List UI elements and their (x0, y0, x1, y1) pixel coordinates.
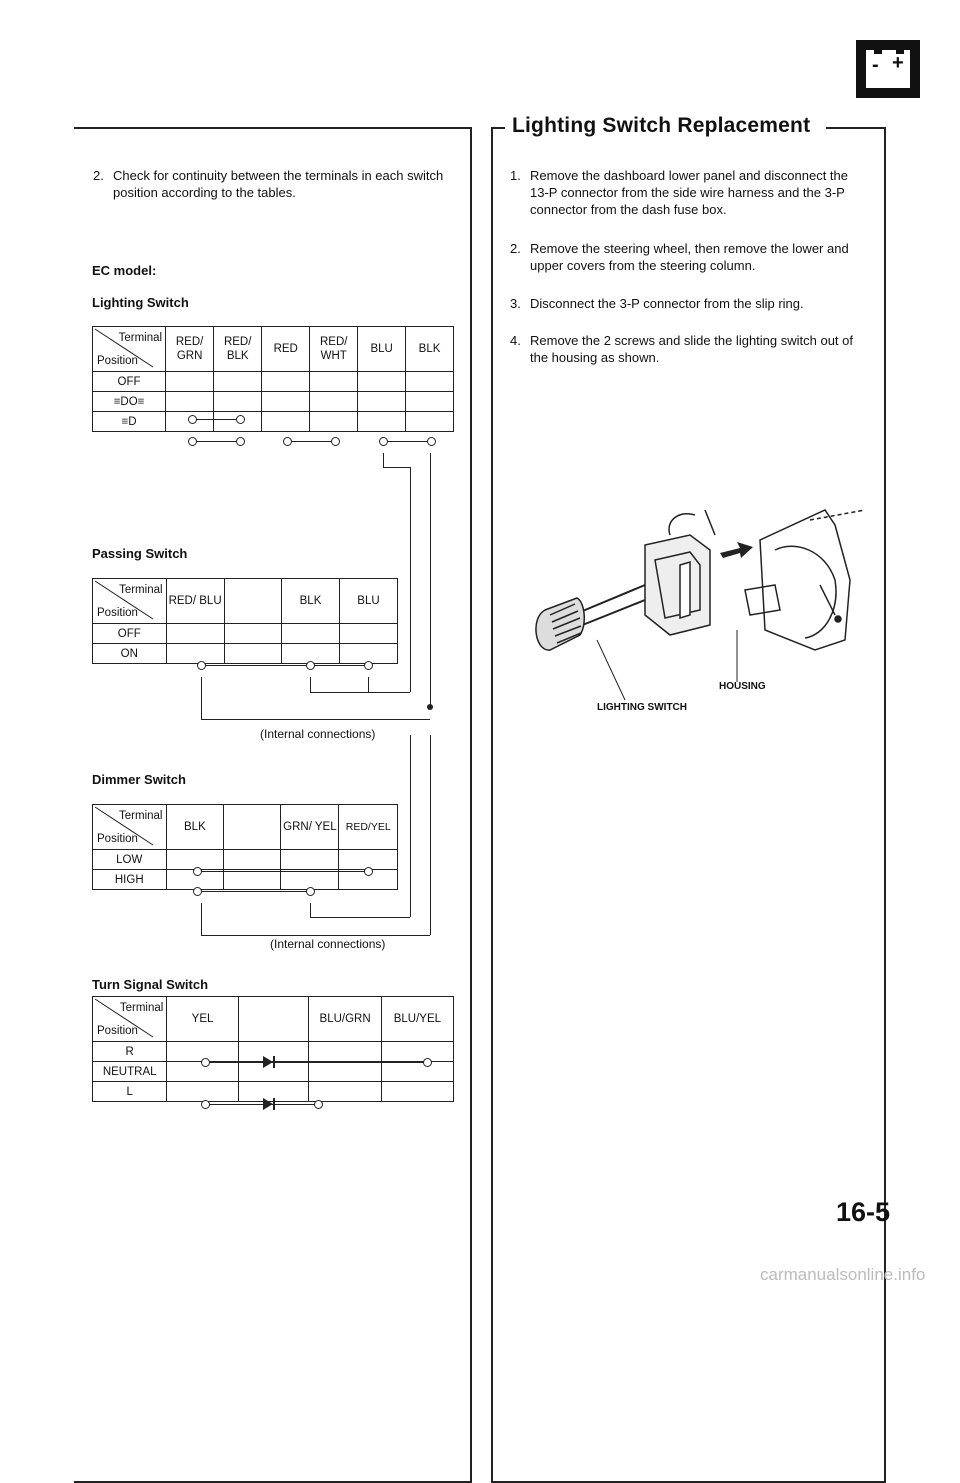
table-corner: Terminal Position (93, 997, 166, 1041)
lighting-switch-callout: LIGHTING SWITCH (597, 702, 687, 713)
internal-connections-note-1: (Internal connections) (260, 727, 376, 741)
diode-icon (262, 1097, 276, 1111)
table-corner: Terminal Position (93, 327, 165, 371)
watermark: carmanualsonline.info (760, 1265, 926, 1284)
turn-signal-switch-title: Turn Signal Switch (92, 977, 209, 992)
passing-switch-title: Passing Switch (92, 546, 188, 561)
internal-connections-note-2: (Internal connections) (270, 937, 386, 951)
lighting-switch-title: Lighting Switch (92, 295, 189, 310)
dimmer-switch-title: Dimmer Switch (92, 772, 186, 787)
page-number: 16-5 (836, 1197, 891, 1227)
turn-signal-switch-table: Terminal Position YEL BLU/GRN BLU/YEL R NEUTRAL L (92, 996, 454, 1102)
diode-icon (262, 1055, 276, 1069)
left-top-rule (74, 127, 472, 129)
ec-model-label: EC model: (92, 263, 157, 278)
page-title: Lighting Switch Replacement (512, 114, 811, 137)
table-corner: Terminal Position (93, 579, 166, 623)
dimmer-switch-table: Terminal Position BLK GRN/ YEL RED/YEL LOW HIGH (92, 804, 398, 890)
battery-icon: - + (856, 40, 920, 98)
lighting-switch-illustration (505, 490, 875, 710)
housing-callout: HOUSING (719, 681, 766, 692)
lighting-switch-table: Terminal Position RED/ GRN RED/ BLK RED RED/ WHT BLU BLK OFF ≡DO≡ ≡D (92, 326, 454, 432)
table-corner: Terminal Position (93, 805, 166, 849)
passing-switch-table: Terminal Position RED/ BLU BLK BLU OFF ON (92, 578, 398, 664)
